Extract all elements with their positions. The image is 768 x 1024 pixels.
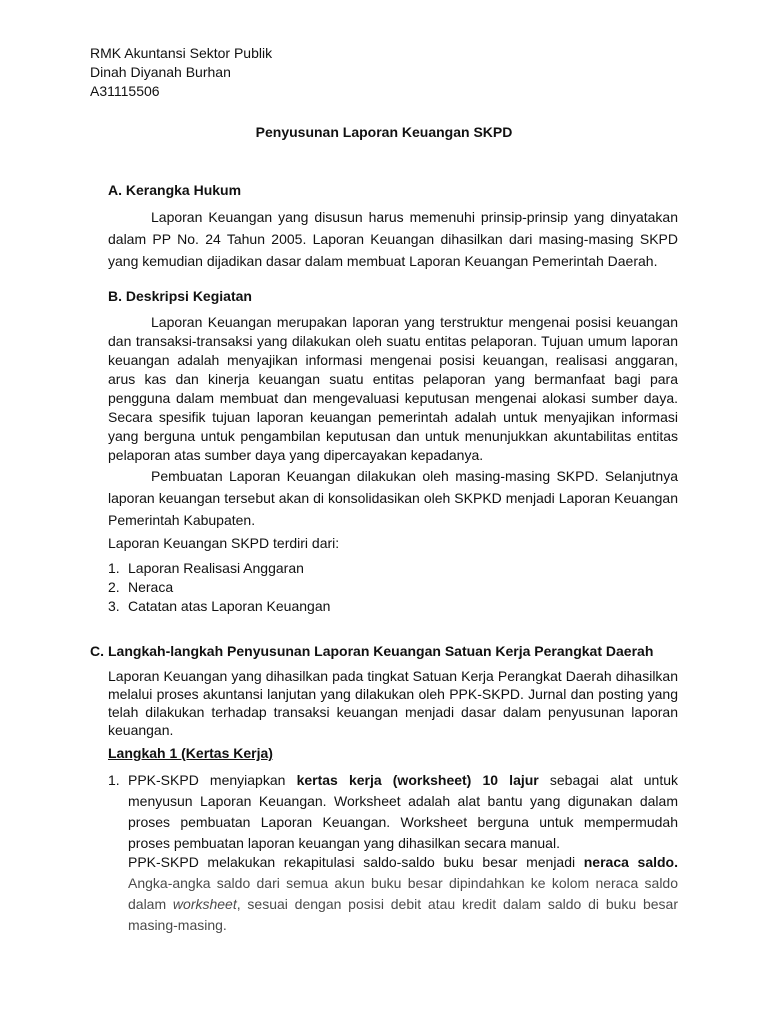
step-1-paragraph: PPK-SKPD menyiapkan kertas kerja (worksheet) 10 lajur sebagai alat untuk menyusun Laporan Keuangan. Worksheet adalah alat bantu yang digunakan dalam proses pembuatan Laporan Keuangan. Worksheet berguna untuk mempermudah proses pembuatan laporan keuangan yang dihasilkan secara manual.	[128, 772, 678, 851]
section-b-paragraph-1: Laporan Keuangan merupakan laporan yang terstruktur mengenai posisi keuangan dan transaksi-transaksi yang dilakukan oleh suatu entitas pelaporan. Tujuan umum laporan keuangan adalah menyajikan informasi mengenai posisi keuangan, realisasi anggaran, arus kas dan kinerja keuangan suatu entitas pelaporan yang bermanfaat bagi para pengguna dalam membuat dan mengevaluasi keputusan mengenai alokasi sumber daya. Secara spesifik tujuan laporan keuangan pemerintah adalah untuk menyajikan informasi yang berguna untuk pengambilan keputusan dan untuk menunjukkan akuntabilitas entitas pelaporan atas sumber daya yang dipercayakan kepadanya.	[108, 314, 678, 463]
section-c-paragraph: Laporan Keuangan yang dihasilkan pada tingkat Satuan Kerja Perangkat Daerah dihasilkan melalui proses akuntansi lanjutan yang dilakukan oleh PPK-SKPD. Jurnal dan posting yang telah dilakukan terhadap transaksi keuangan menjadi dasar dalam penyusunan laporan keuangan.	[108, 668, 678, 738]
author-name: Dinah Diyanah Burhan	[90, 64, 231, 80]
section-c-letter: C.	[90, 643, 104, 659]
list-item: 3. Catatan atas Laporan Keuangan	[108, 598, 331, 614]
document-header	[90, 44, 272, 101]
section-c-heading: Langkah-langkah Penyusunan Laporan Keuangan Satuan Kerja Perangkat Daerah	[108, 643, 654, 659]
list-intro: Laporan Keuangan SKPD terdiri dari:	[108, 535, 340, 551]
section-a-heading: A. Kerangka Hukum	[108, 182, 242, 198]
section-b-heading: B. Deskripsi Kegiatan	[108, 288, 252, 304]
list-item: 1. Laporan Realisasi Anggaran	[108, 560, 304, 576]
step-1-heading: Langkah 1 (Kertas Kerja)	[108, 745, 273, 761]
student-id: A31115506	[90, 83, 160, 99]
course-name: RMK Akuntansi Sektor Publik	[90, 45, 273, 61]
step-1-paragraph-2: PPK-SKPD melakukan rekapitulasi saldo-saldo buku besar menjadi neraca saldo. Angka-angka saldo dari semua akun buku besar dipindahkan ke kolom neraca saldo dalam worksheet, sesuai dengan posisi debit atau kredit dalam saldo di buku besar masing-masing.	[128, 854, 678, 933]
report-components-list	[108, 559, 330, 616]
list-item: 2. Neraca	[108, 579, 174, 595]
section-a-paragraph: Laporan Keuangan yang disusun harus memenuhi prinsip-prinsip yang dinyatakan dalam PP No. 24 Tahun 2005. Laporan Keuangan dihasilkan dari masing-masing SKPD yang kemudian dijadikan dasar dalam membuat Laporan Keuangan Pemerintah Daerah.	[108, 209, 678, 269]
step-1-number: 1.	[108, 772, 120, 788]
section-b-paragraph-2: Pembuatan Laporan Keuangan dilakukan oleh masing-masing SKPD. Selanjutnya laporan keuangan tersebut akan di konsolidasikan oleh SKPKD menjadi Laporan Keuangan Pemerintah Kabupaten.	[108, 468, 678, 528]
document-title: Penyusunan Laporan Keuangan SKPD	[255, 124, 513, 140]
